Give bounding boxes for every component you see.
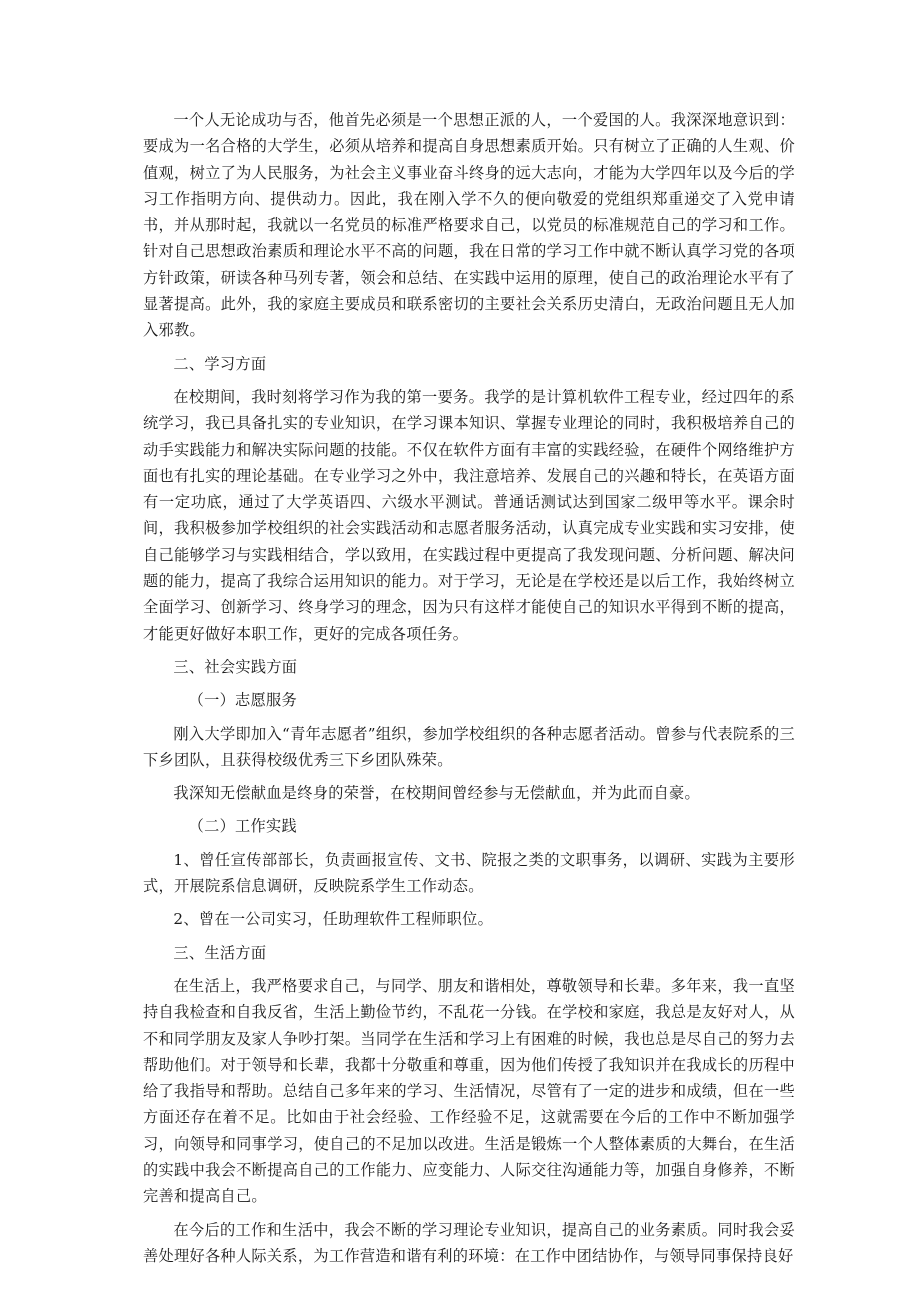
section-heading-social-practice: 三、社会实践方面 (173, 657, 298, 676)
subheading-work-practice: （二）工作实践 (188, 817, 298, 836)
paragraph-future: 在今后的工作和生活中，我会不断的学习理论专业知识，提高自己的业务素质。同时我会妥善处理好各种人际关系，为工作营造和谐有利的环境：在工作中团结协作，与领导同事保持良好 (143, 1220, 795, 1265)
document-body (143, 107, 795, 1276)
paragraph-work-item-1: 1、曾任宣传部部长，负责画报宣传、文书、院报之类的文职事务，以调研、实践为主要形式，开展院系信息调研，反映院系学生工作动态。 (143, 850, 795, 896)
section-heading-life: 三、生活方面 (173, 943, 267, 962)
subheading-volunteer-service: （一）志愿服务 (188, 691, 298, 710)
paragraph-volunteer-group: 刚入大学即加入“青年志愿者”组织，参加学校组织的各种志愿者活动。曾参与代表院系的三下乡团队，且获得校级优秀三下乡团队殊荣。 (143, 724, 795, 769)
paragraph-study: 在校期间，我时刻将学习作为我的第一要务。我学的是计算机软件工程专业，经过四年的系统学习，我已具备扎实的专业知识，在学习课本知识、掌握专业理论的同时，我积极培养自己的动手实践能力和解决实际问题的技能。不仅在软件方面有丰富的实践经验，在硬件个网络维护方面也有扎实的理论基础。在专业学习之外中，我注意培养、发展自己的兴趣和特长，在英语方面有一定功底，通过了大学英语四、六级水平测试。普通话测试达到国家二级甲等水平。课余时间，我积极参加学校组织的社会实践活动和志愿者服务活动，认真完成专业实践和实习安排，使自己能够学习与实践相结合，学以致用，在实践过程中更提高了我发现问题、分析问题、解决问题的能力，提高了我综合运用知识的能力。对于学习，无论是在学校还是以后工作，我始终树立全面学习、创新学习、终身学习的理念，因为只有这样才能使自己的知识水平得到不断的提高，才能更好做好本职工作，更好的完成各项任务。 (143, 387, 795, 643)
section-heading-study: 二、学习方面 (173, 354, 267, 373)
paragraph-blood-donation: 我深知无偿献血是终身的荣誉，在校期间曾经参与无偿献血，并为此而自豪。 (173, 784, 700, 803)
paragraph-life: 在生活上，我严格要求自己，与同学、朋友和谐相处，尊敬领导和长辈。多年来，我一直坚持自我检查和自我反省，生活上勤俭节约，不乱花一分钱。在学校和家庭，我总是友好对人，从不和同学朋友及家人争吵打架。当同学在生活和学习上有困难的时候，我也总是尽自己的努力去帮助他们。对于领导和长辈，我都十分敬重和尊重，因为他们传授了我知识并在我成长的历程中给了我指导和帮助。总结自己多年来的学习、生活情况，尽管有了一定的进步和成绩，但在一些方面还存在着不足。比如由于社会经验、工作经验不足，这就需要在今后的工作中不断加强学习，向领导和同事学习，使自己的不足加以改进。生活是锻炼一个人整体素质的大舞台，在生活的实践中我会不断提高自己的工作能力、应变能力、人际交往沟通能力等，加强自身修养，不断完善和提高自己。 (143, 976, 795, 1206)
paragraph-work-item-2: 2、曾在一公司实习，任助理软件工程师职位。 (173, 910, 494, 929)
paragraph-political-thought: 一个人无论成功与否，他首先必须是一个思想正派的人，一个爱国的人。我深深地意识到：要成为一名合格的大学生，必须从培养和提高自身思想素质开始。只有树立了正确的人生观、价值观，树立了为人民服务，为社会主义事业奋斗终身的远大志向，才能为大学四年以及今后的学习工作指明方向、提供动力。因此，我在刚入学不久的便向敬爱的党组织郑重递交了入党申请书，并从那时起，我就以一名党员的标准严格要求自己，以党员的标准规范自己的学习和工作。针对自己思想政治素质和理论水平不高的问题，我在日常的学习工作中就不断认真学习党的各项方针政策，研读各种马列专著，领会和总结、在实践中运用的原理，使自己的政治理论水平有了显著提高。此外，我的家庭主要成员和联系密切的主要社会关系历史清白，无政治问题且无人加入邪教。 (143, 111, 795, 340)
